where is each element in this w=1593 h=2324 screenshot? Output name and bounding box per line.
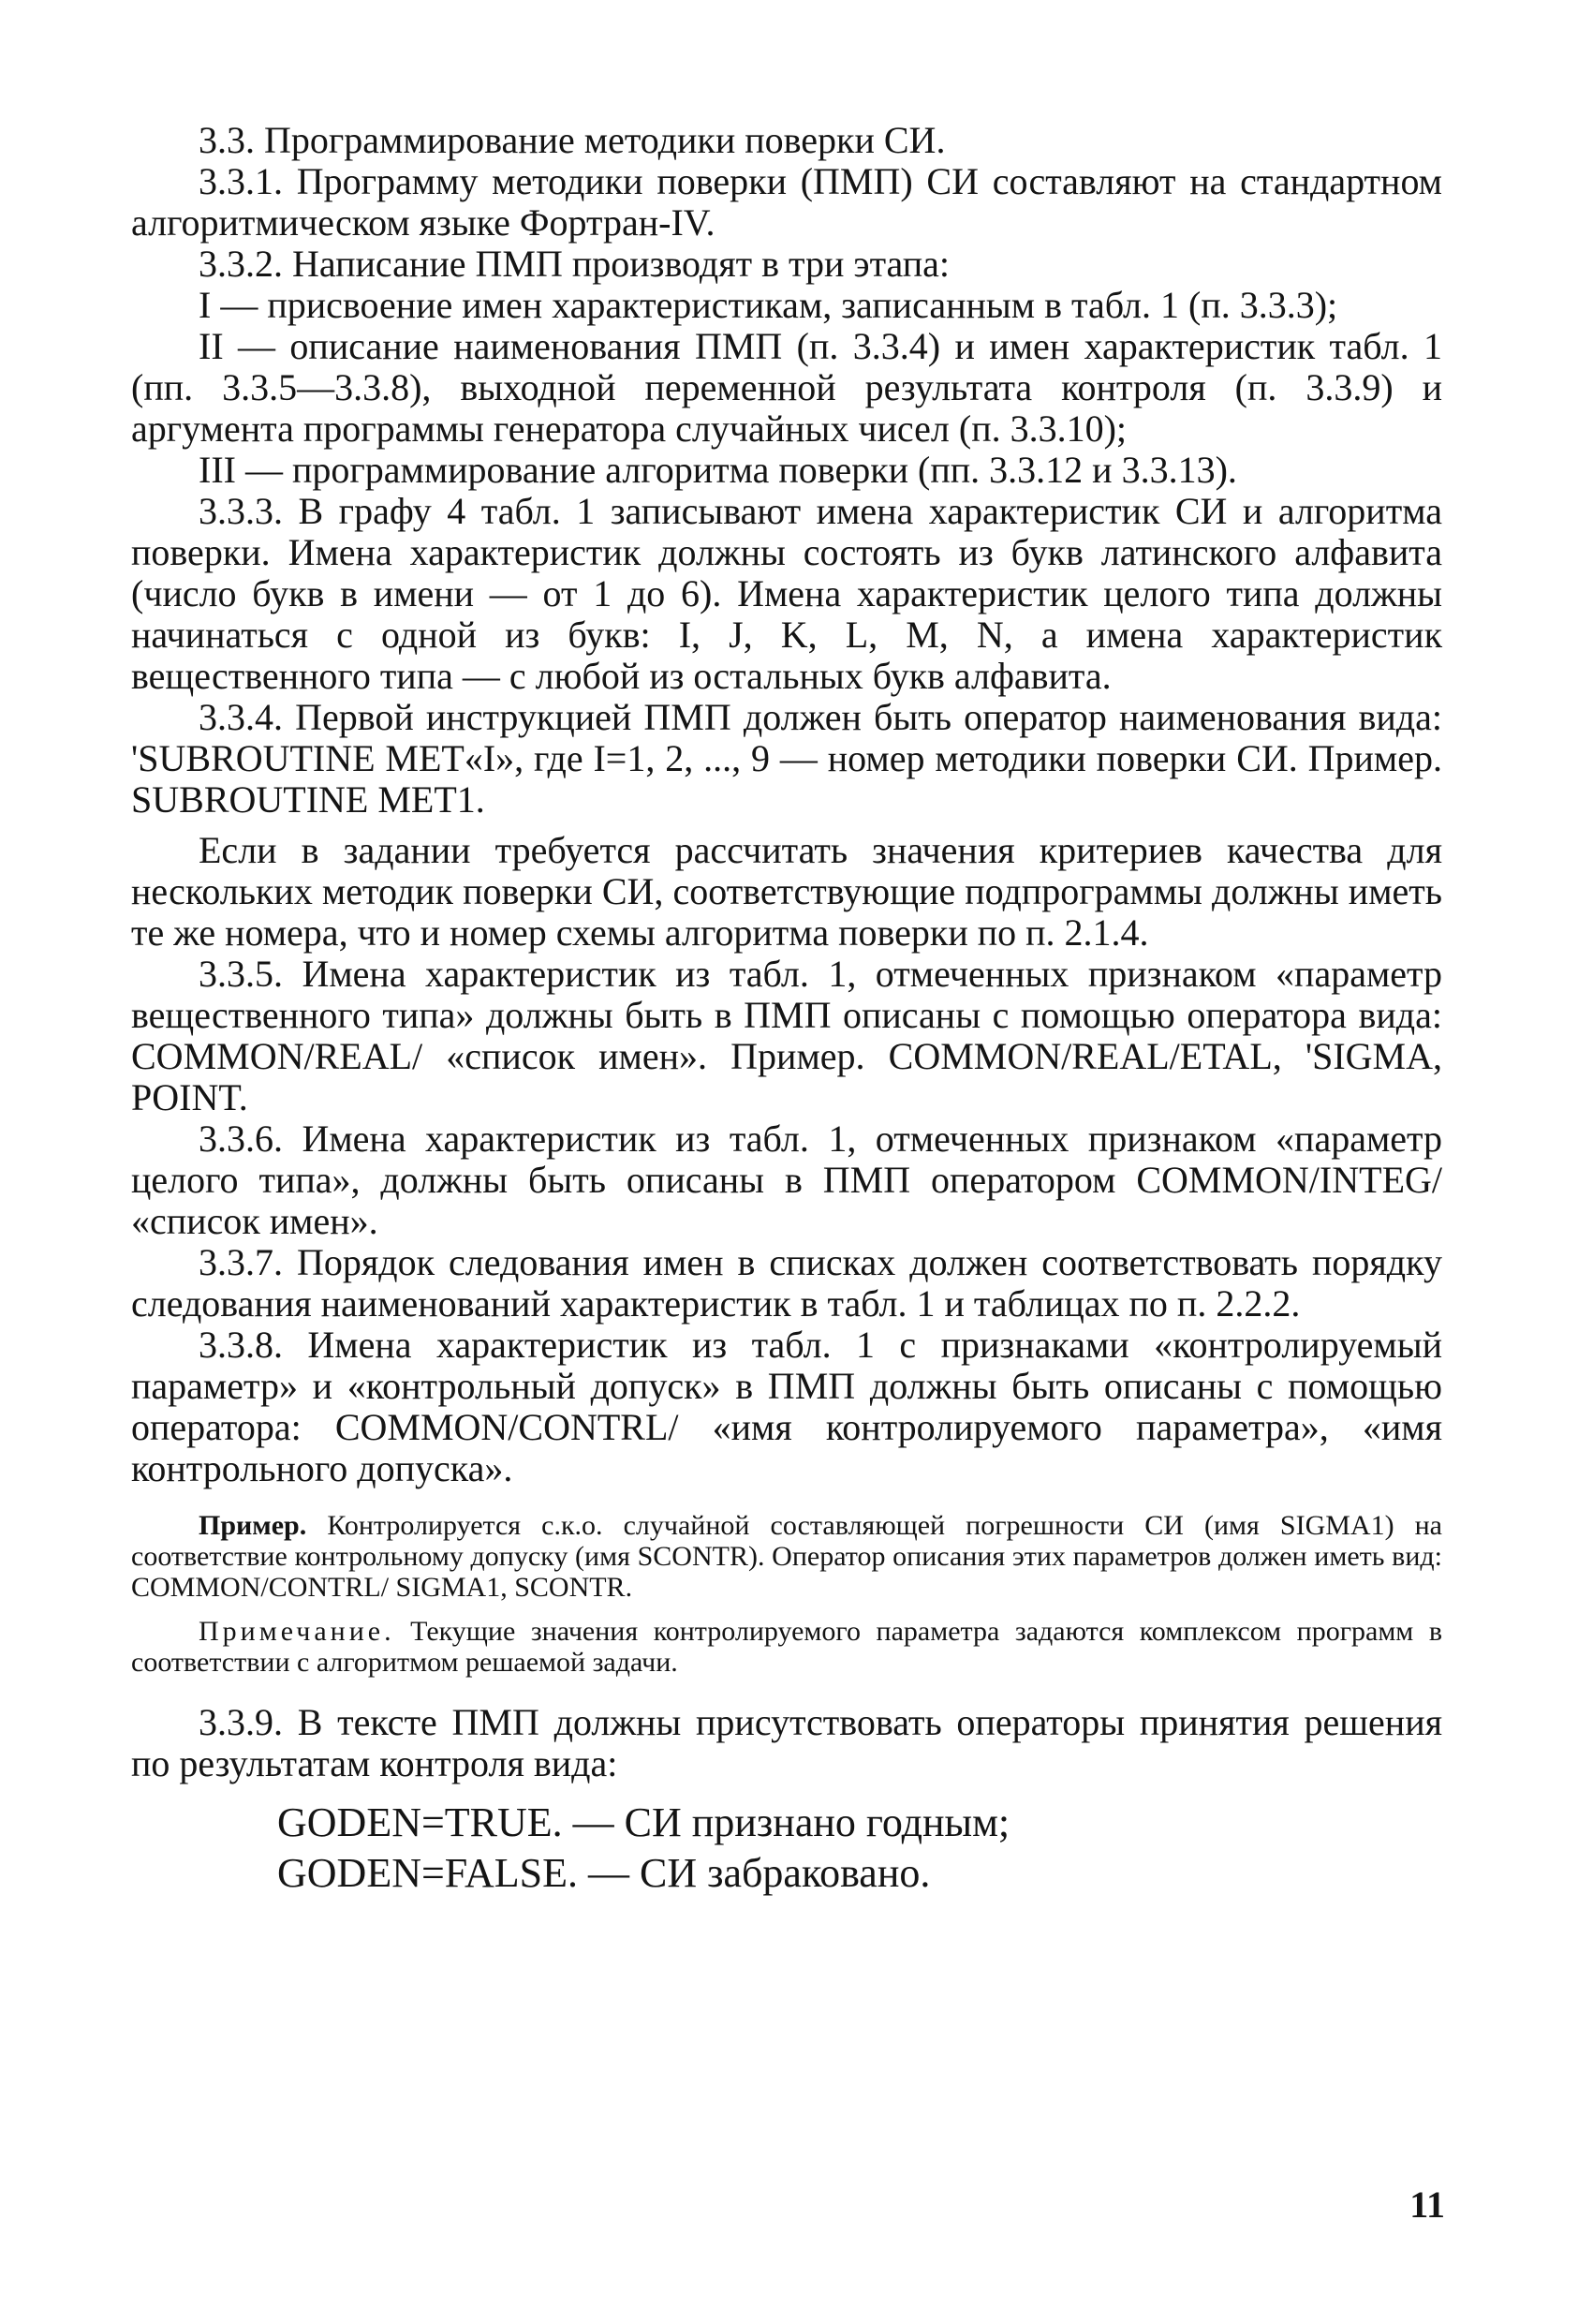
paragraph-3-3-7: 3.3.7. Порядок следования имен в списках должен соответствовать порядку следования наименований характеристик в табл. 1 и таблицах по п. 2.2.2. [131,1241,1442,1325]
example-block [131,1510,1442,1603]
page-number: 11 [1409,2183,1445,2226]
note-lead: Примечание. [199,1616,395,1647]
formula-goden-false: GODEN=FALSE. — СИ забраковано. [277,1850,931,1896]
paragraph-3-3-2: 3.3.2. Написание ПМП производят в три этапа: [199,243,951,285]
formula-goden-true: GODEN=TRUE. — СИ признано годным; [277,1799,1010,1845]
paragraph-3-3-9: 3.3.9. В тексте ПМП должны присутствовать операторы принятия решения по результатам контроля вида: [131,1701,1442,1784]
paragraph-multiple-methods: Если в задании требуется рассчитать значения критериев качества для нескольких методик поверки СИ, соответствующие подпрограммы должны иметь те же номера, что и номер схемы алгоритма поверки по п. 2.1.4. [131,829,1442,954]
paragraph-3-3-8: 3.3.8. Имена характеристик из табл. 1 с признаками «контролируемый параметр» и «контрольный допуск» в ПМП должны быть описаны с помощью оператора: COMMON/CONTRL/ «имя контролируемого параметра», «имя контрольного допуска». [131,1324,1442,1489]
paragraph-3-3-6: 3.3.6. Имена характеристик из табл. 1, отмеченных признаком «параметр целого типа», должны быть описаны в ПМП оператором COMMON/INTEG/ «список имен». [131,1118,1442,1242]
paragraph-3-3-3: 3.3.3. В графу 4 табл. 1 записывают имена характеристик СИ и алгоритма поверки. Имена характеристик должны состоять из букв латинского алфавита (число букв в имени — от 1 до 6). Имена характеристик целого типа должны начинаться с одной из букв: I, J, K, L, M, N, а имена характеристик вещественного типа — с любой из остальных букв алфавита. [131,490,1442,697]
note-text: Текущие значения контролируемого параметра задаются комплексом программ в соответствии с алгоритмом решаемой задачи. [131,1616,1443,1678]
paragraph-stage-3: III — программирование алгоритма поверки (пп. 3.3.12 и 3.3.13). [199,449,1237,491]
paragraph-3-3-4: 3.3.4. Первой инструкцией ПМП должен быть оператор наименования вида: 'SUBROUTINE MET«I», где I=1, 2, ..., 9 — номер методики поверки СИ. Пример. SUBROUTINE MET1. [131,696,1442,821]
paragraph-stage-2: II — описание наименования ПМП (п. 3.3.4) и имен характеристик табл. 1 (пп. 3.3.5—3.3.8), выходной переменной результата контроля (п. 3.3.9) и аргумента программы генератора случайных чисел (п. 3.3.10); [131,325,1442,450]
example-lead: Пример. [199,1510,307,1541]
note-block [131,1616,1442,1678]
paragraph-stage-1: I — присвоение имен характеристикам, записанным в табл. 1 (п. 3.3.3); [199,284,1338,326]
page-body [131,120,1442,1899]
example-text: Контролируется с.к.о. случайной составляющей погрешности СИ (имя SIGMA1) на соответствие контрольному допуску (имя SCONTR). Оператор описания этих параметров должен иметь вид: COMMON/CONTRL/ SIGMA1, SCONTR. [131,1510,1442,1603]
paragraph-3-3: 3.3. Программирование методики поверки СИ. [199,119,946,161]
paragraph-3-3-5: 3.3.5. Имена характеристик из табл. 1, отмеченных признаком «параметр вещественного типа» должны быть в ПМП описаны с помощью оператора вида: COMMON/REAL/ «список имен». Пример. COMMON/REAL/ETAL, 'SIGMA, POINT. [131,953,1442,1118]
paragraph-3-3-1: 3.3.1. Программу методики поверки (ПМП) СИ составляют на стандартном алгоритмическом языке Фортран-IV. [131,160,1442,244]
